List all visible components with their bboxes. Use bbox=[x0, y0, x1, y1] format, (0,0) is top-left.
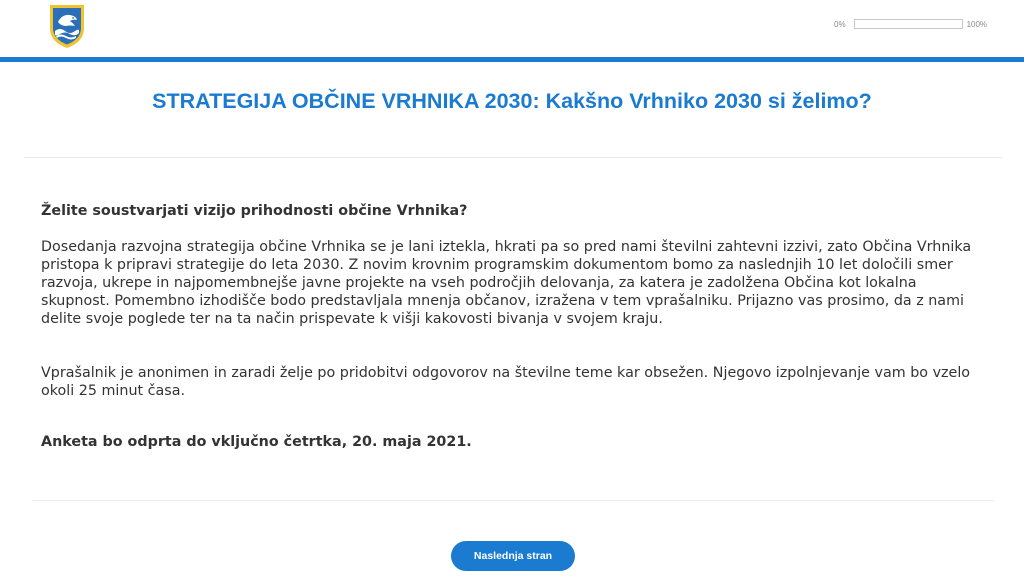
progress-start-label: 0% bbox=[834, 19, 846, 29]
title-divider bbox=[24, 157, 1002, 158]
header bbox=[0, 0, 1024, 57]
anonymity-paragraph: Vprašalnik je anonimen in zaradi želje po pridobitvi odgovorov na številne teme kar obsežen. Njegovo izpolnjevanje vam bo vzelo okoli 25 minut časa. bbox=[41, 365, 971, 399]
next-page-button[interactable]: Naslednja stran bbox=[451, 541, 575, 571]
deadline-notice: Anketa bo odprta do vključno četrtka, 20. maja 2021. bbox=[41, 434, 472, 450]
progress-indicator bbox=[834, 17, 987, 31]
header-accent-bar bbox=[0, 57, 1024, 62]
footer-divider bbox=[32, 500, 994, 501]
intro-question: Želite soustvarjati vizijo prihodnosti občine Vrhnika? bbox=[41, 203, 468, 219]
page-title: STRATEGIJA OBČINE VRHNIKA 2030: Kakšno Vrhniko 2030 si želimo? bbox=[152, 89, 872, 113]
municipality-coat-of-arms-icon[interactable] bbox=[48, 4, 86, 49]
progress-bar bbox=[854, 19, 963, 29]
progress-end-label: 100% bbox=[966, 19, 988, 29]
survey-intro bbox=[41, 202, 981, 451]
intro-paragraph: Dosedanja razvojna strategija občine Vrhnika se je lani iztekla, hkrati pa so pred nami številni zahtevni izzivi, zato Občina Vrhnika pristopa k pripravi strategije do leta 2030. Z novim krovnim programskim dokumentom bomo za naslednjih 10 let določili smer razvoja, ukrepe in najpomembnejše javne projekte na vseh področjih delovanja, za katera je zadolžena Občina kot lokalna skupnost. Pomembno izhodišče bodo predstavljala mnenja občanov, izražena v tem vprašalniku. Prijazno vas prosimo, da z nami delite svoje poglede ter na ta način prispevate k višji kakovosti bivanja v svojem kraju. bbox=[41, 239, 972, 327]
